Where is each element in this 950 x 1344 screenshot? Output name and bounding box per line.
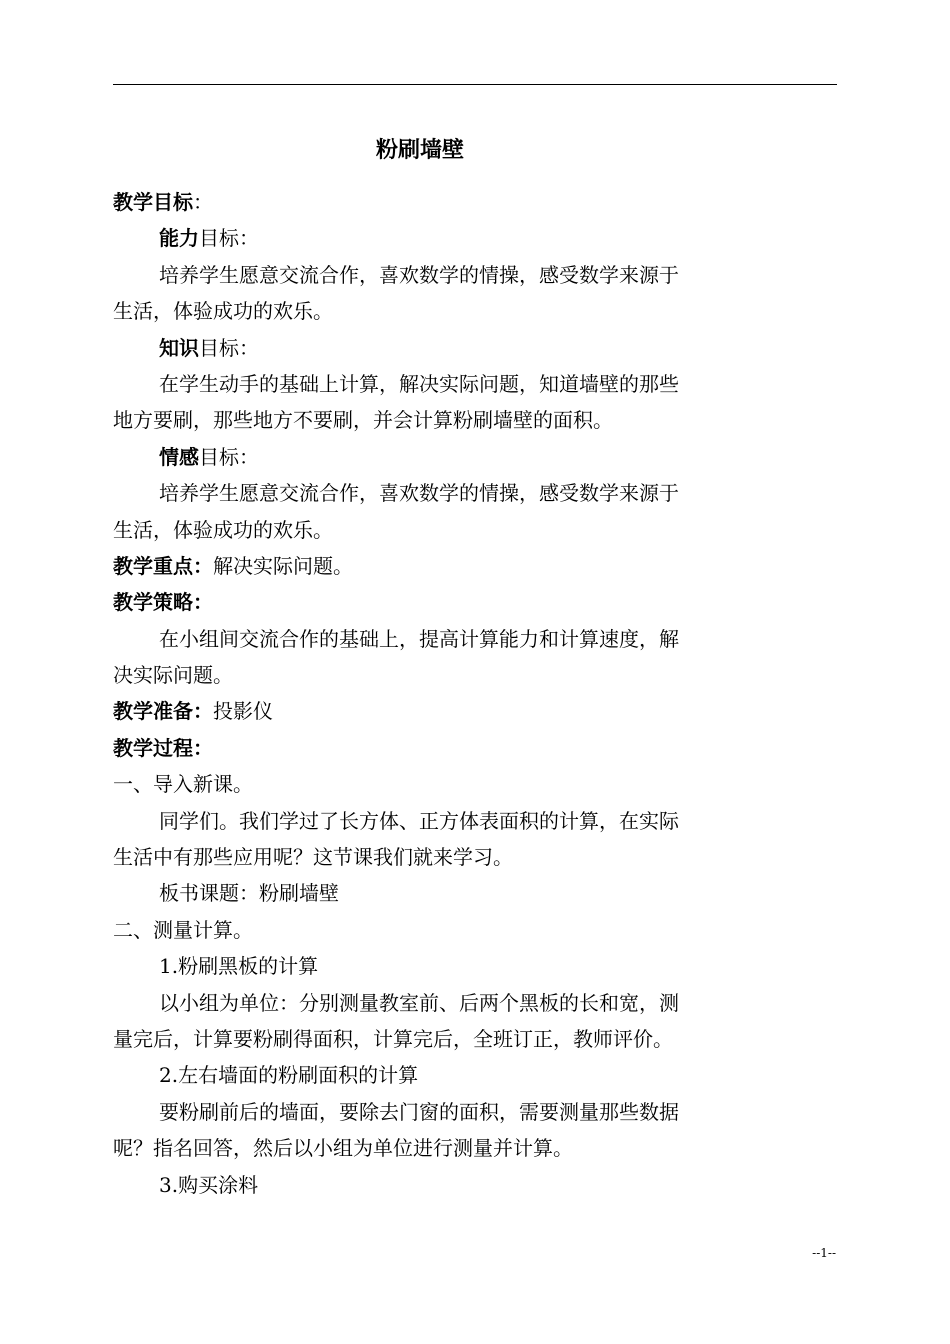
paragraph-line: 培养学生愿意交流合作，喜欢数学的情操，感受数学来源于	[159, 481, 679, 506]
strategy-heading: 教学策略：	[113, 590, 213, 615]
paragraph-line: 培养学生愿意交流合作，喜欢数学的情操，感受数学来源于	[159, 262, 679, 287]
key-point: 教学重点：解决实际问题。	[113, 553, 353, 578]
paragraph-line: 同学们。我们学过了长方体、正方体表面积的计算，在实际	[159, 808, 679, 833]
paragraph-line: 生活，体验成功的欢乐。	[113, 517, 333, 542]
process-heading: 教学过程：	[113, 735, 213, 760]
paragraph-line: 在学生动手的基础上计算，解决实际问题，知道墙壁的那些	[159, 371, 679, 396]
objectives-heading: 教学目标：	[113, 190, 213, 214]
paragraph-line: 生活中有那些应用呢？这节课我们就来学习。	[113, 845, 513, 870]
page-number: --1--	[812, 1246, 836, 1260]
header-rule	[113, 84, 837, 85]
numbered-item: 2.左右墙面的粉刷面积的计算	[159, 1063, 419, 1088]
paragraph-line: 要粉刷前后的墙面，要除去门窗的面积，需要测量那些数据	[159, 1099, 679, 1124]
paragraph-line: 地方要刷，那些地方不要刷，并会计算粉刷墙壁的面积。	[113, 408, 613, 433]
section-heading: 二、测量计算。	[113, 917, 253, 942]
emotion-heading: 情感目标：	[159, 444, 259, 469]
section-heading: 一、导入新课。	[113, 772, 253, 797]
paragraph-line: 呢？指名回答，然后以小组为单位进行测量并计算。	[113, 1136, 573, 1161]
knowledge-heading: 知识目标：	[159, 335, 259, 360]
paragraph-line: 在小组间交流合作的基础上，提高计算能力和计算速度，解	[159, 626, 679, 651]
paragraph-line: 生活，体验成功的欢乐。	[113, 299, 333, 324]
paragraph-line: 量完后，计算要粉刷得面积，计算完后，全班订正，教师评价。	[113, 1026, 673, 1051]
paragraph-line: 以小组为单位：分别测量教室前、后两个黑板的长和宽，测	[159, 990, 679, 1015]
ability-heading: 能力目标：	[159, 226, 259, 251]
numbered-item: 1.粉刷黑板的计算	[159, 954, 319, 979]
document-body	[113, 184, 733, 1203]
page-title: 粉刷墙壁	[375, 138, 464, 163]
numbered-item: 3.购买涂料	[159, 1172, 259, 1197]
paragraph-line: 板书课题：粉刷墙壁	[159, 881, 339, 906]
paragraph-line: 决实际问题。	[113, 663, 233, 688]
preparation: 教学准备：投影仪	[113, 699, 273, 724]
